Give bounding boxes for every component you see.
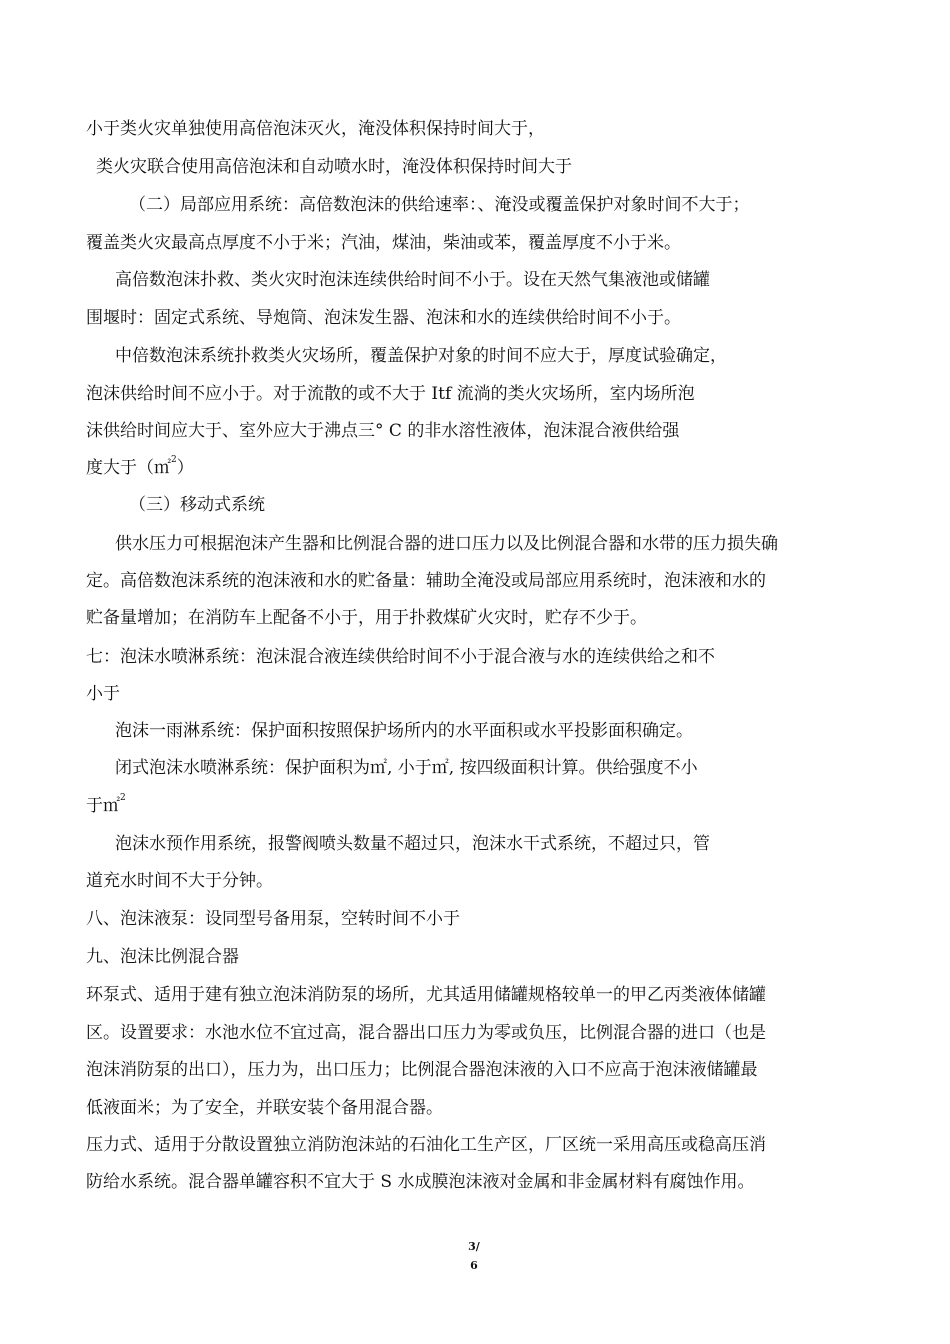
text-line: （二）局部应用系统：高倍数泡沫的供给速率：、淹没或覆盖保护对象时间不大于；: [129, 195, 750, 215]
text-line: 高倍数泡沫扑救、类火灾时泡沫连续供给时间不小于。设在天然气集液池或储罐: [115, 270, 710, 290]
section-heading: （三）移动式系统: [129, 495, 265, 515]
text-line: 定。高倍数泡沫系统的泡沫液和水的贮备量：辅助全淹没或局部应用系统时，泡沫液和水的: [86, 571, 766, 591]
superscript: 2: [120, 793, 126, 803]
text-line: 泡沫供给时间不应小于。对于流散的或不大于 Itf 流淌的类火灾场所，室内场所泡: [86, 384, 695, 404]
text-line: 八、泡沫液泵：设同型号备用泵，空转时间不小于: [86, 909, 460, 929]
text-line: 区。设置要求：水池水位不宜过高，混合器出口压力为零或负压，比例混合器的进口（也是: [86, 1023, 766, 1043]
text-line: 七：泡沫水喷淋系统：泡沫混合液连续供给时间不小于混合液与水的连续供给之和不: [86, 647, 715, 667]
text-line: 类火灾联合使用高倍泡沫和自动喷水时，淹没体积保持时间大于: [96, 157, 572, 177]
superscript: 2: [171, 455, 177, 465]
text-run: ）: [176, 458, 194, 478]
section-heading: 九、泡沫比例混合器: [86, 947, 239, 967]
text-line: 贮备量增加；在消防车上配备不小于，用于扑救煤矿火灾时，贮存不少于。: [86, 608, 647, 628]
text-line: 覆盖类火灾最高点厚度不小于米；汽油，煤油，柴油或苯，覆盖厚度不小于米。: [86, 233, 681, 253]
text-line: 沫供给时间应大于、室外应大于沸点三° C 的非水溶性液体，泡沫混合液供给强: [86, 421, 680, 441]
page-number-top: 3/: [468, 1240, 480, 1253]
text-line: 供水压力可根据泡沫产生器和比例混合器的进口压力以及比例混合器和水带的压力损失确: [115, 534, 778, 554]
text-line: 压力式、适用于分散设置独立消防泡沫站的石油化工生产区，厂区统一采用高压或稳高压消: [86, 1135, 766, 1155]
text-line: 泡沫一雨淋系统：保护面积按照保护场所内的水平面积或水平投影面积确定。: [115, 721, 693, 741]
text-run: 度大于（㎡: [86, 458, 171, 478]
text-line: 闭式泡沫水喷淋系统：保护面积为㎡, 小于㎡, 按四级面积计算。供给强度不小: [115, 758, 698, 778]
text-run: 于㎡: [86, 796, 120, 816]
text-line: 小于类火灾单独使用高倍泡沫灭火，淹没体积保持时间大于，: [86, 119, 545, 139]
text-line: 低液面米；为了安全，并联安装个备用混合器。: [86, 1098, 443, 1118]
page-number-bottom: 6: [470, 1259, 478, 1272]
text-line: 泡沫水预作用系统，报警阀喷头数量不超过只，泡沫水干式系统，不超过只，管: [115, 834, 710, 854]
text-line: 小于: [86, 684, 120, 704]
text-line: 中倍数泡沫系统扑救类火灾场所，覆盖保护对象的时间不应大于，厚度试验确定，: [115, 346, 727, 366]
text-line: 围堰时：固定式系统、导炮筒、泡沫发生器、泡沫和水的连续供给时间不小于。: [86, 308, 681, 328]
text-line: [86, 456, 194, 480]
text-line: [86, 794, 126, 818]
text-line: 环泵式、适用于建有独立泡沫消防泵的场所，尤其适用储罐规格较单一的甲乙丙类液体储罐: [86, 985, 766, 1005]
text-line: 泡沫消防泵的出口），压力为，出口压力；比例混合器泡沫液的入口不应高于泡沫液储罐最: [86, 1060, 758, 1080]
text-line: 防给水系统。混合器单罐容积不宜大于 S 水成膜泡沫液对金属和非金属材料有腐蚀作用。: [86, 1172, 755, 1192]
text-line: 道充水时间不大于分钟。: [86, 871, 273, 891]
